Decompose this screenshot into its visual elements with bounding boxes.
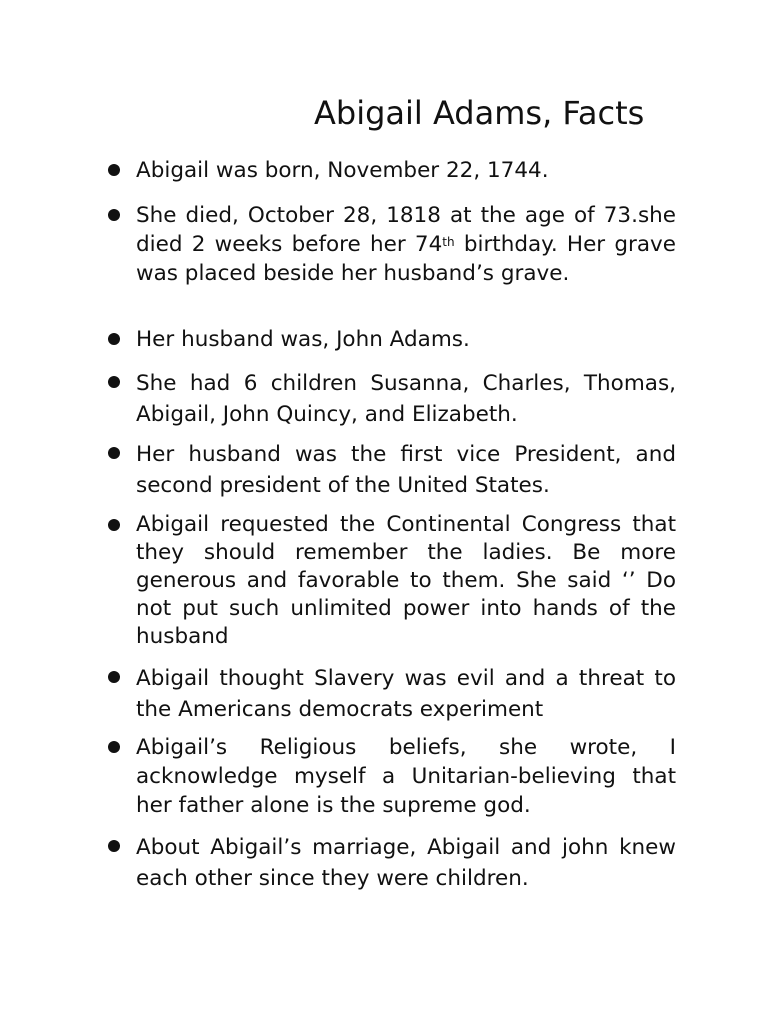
list-item — [108, 368, 676, 430]
list-item-text: Abigail’s Religious beliefs, she wrote, I acknowledge myself a Unitarian-believing that her father alone is the supreme god. — [136, 735, 676, 818]
list-item-text-part: She died, October 28, 1818 at the age of 73.she died 2 weeks before her 74 — [136, 203, 676, 257]
list-item-text-part: birthday. Her grave was placed beside her husband’s grave. — [136, 232, 676, 286]
list-item-text: She had 6 children Susanna, Charles, Thomas, Abigail, John Quincy, and Elizabeth. — [136, 371, 676, 427]
list-item-text: Her husband was the first vice President, and second president of the United States. — [136, 442, 676, 498]
list-item-text: Abigail was born, November 22, 1744. — [136, 158, 549, 183]
list-item — [108, 511, 676, 651]
list-item — [108, 832, 676, 894]
page-title: Abigail Adams, Facts — [314, 94, 645, 132]
list-item-text: Her husband was, John Adams. — [136, 327, 470, 352]
list-item — [108, 439, 676, 501]
list-item — [108, 663, 676, 725]
bullet-icon — [108, 671, 120, 683]
list-item — [108, 201, 676, 288]
list-item — [108, 733, 676, 820]
bullet-icon — [108, 519, 120, 531]
list-item-text: Abigail requested the Continental Congress that they should remember the ladies. Be more generous and favorable to them. She said ‘’ Do not put such unlimited power into hands of the husband — [136, 512, 676, 649]
superscript: th — [442, 235, 455, 249]
list-item-text: Abigail thought Slavery was evil and a threat to the Americans democrats experiment — [136, 666, 676, 722]
bullet-icon — [108, 840, 120, 852]
list-item-text — [136, 201, 676, 288]
bullet-icon — [108, 447, 120, 459]
list-item — [108, 156, 676, 186]
bullet-icon — [108, 209, 120, 221]
list-item-text: About Abigail’s marriage, Abigail and john knew each other since they were children. — [136, 835, 676, 891]
bullet-icon — [108, 164, 120, 176]
bullet-icon — [108, 376, 120, 388]
list-item — [108, 325, 676, 355]
bullet-icon — [108, 741, 120, 753]
bullet-icon — [108, 333, 120, 345]
